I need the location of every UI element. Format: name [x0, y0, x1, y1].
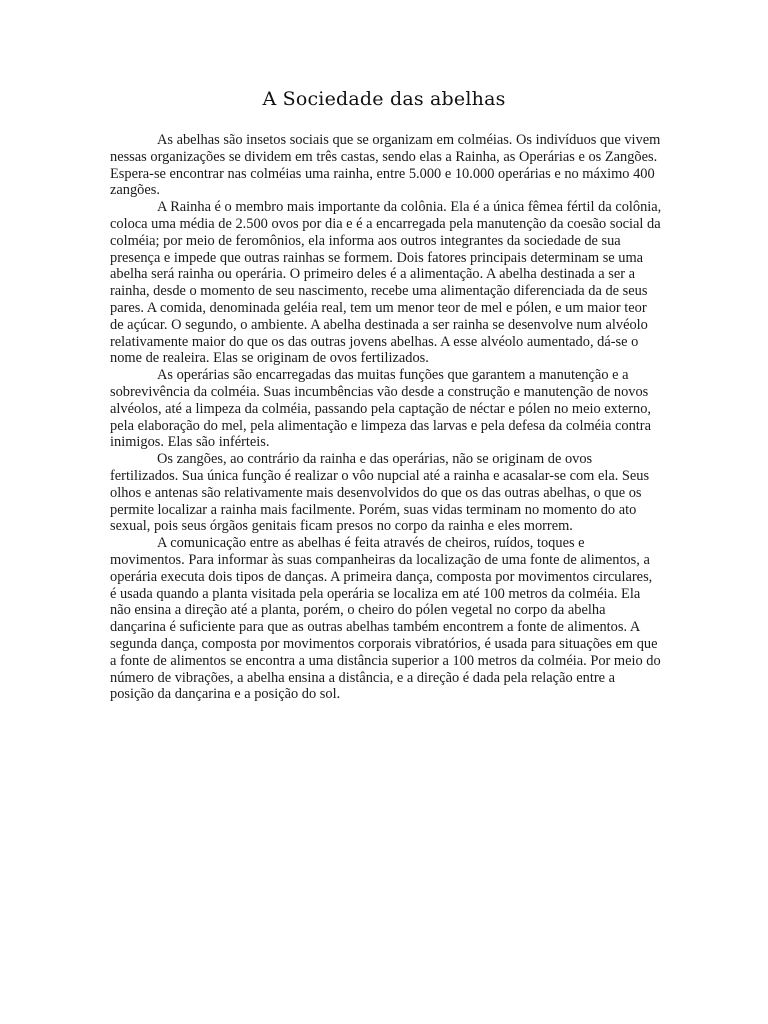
- paragraph-operarias: As operárias são encarregadas das muitas funções que garantem a manutenção e a sobrevivência da colméia. Suas incumbências vão desde a construção e manutenção de novos alvéolos, até a limpeza da colméia, passando pela captação de néctar e pólen no meio externo, pela elaboração do mel, pela alimentação e limpeza das larvas e pela defesa da colméia contra inimigos. Elas são inférteis.: [110, 367, 652, 451]
- paragraph-rainha: A Rainha é o membro mais importante da colônia. Ela é a única fêmea fértil da colônia, coloca uma média de 2.500 ovos por dia e é a encarregada pela manutenção da coesão social da colméia; por meio de feromônios, ela informa aos outros integrantes da sociedade de sua presença e impede que outras rainhas se formem. Dois fatores principais determinam se uma abelha será rainha ou operária. O primeiro deles é a alimentação. A abelha destinada a ser a rainha, desde o momento de seu nascimento, recebe uma alimentação diferenciada da de seus pares. A comida, denominada geléia real, tem um menor teor de mel e pólen, e um maior teor de açúcar. O segundo, o ambiente. A abelha destinada a ser rainha se desenvolve num alvéolo relativamente maior do que os das outras jovens abelhas. A esse alvéolo aumentado, dá-se o nome de realeira. Elas se originam de ovos fertilizados.: [110, 199, 662, 367]
- document-body: [110, 132, 662, 703]
- paragraph-zangoes: Os zangões, ao contrário da rainha e das operárias, não se originam de ovos fertilizados. Sua única função é realizar o vôo nupcial até a rainha e acasalar-se com ela. Seus olhos e antenas são relativamente mais desenvolvidos do que os das outras abelhas, o que os permite localizar a rainha mais facilmente. Porém, suas vidas terminam no momento do ato sexual, pois seus órgãos genitais ficam presos no corpo da rainha e eles morrem.: [110, 451, 650, 535]
- paragraph-intro: As abelhas são insetos sociais que se organizam em colméias. Os indivíduos que vivem nessas organizações se dividem em três castas, sendo elas a Rainha, as Operárias e os Zangões. Espera-se encontrar nas colméias uma rainha, entre 5.000 e 10.000 operárias e no máximo 400 zangões.: [110, 132, 661, 199]
- paragraph-comunicacao: A comunicação entre as abelhas é feita através de cheiros, ruídos, toques e movimentos. Para informar às suas companheiras da localização de uma fonte de alimentos, a operária executa dois tipos de danças. A primeira dança, composta por movimentos circulares, é usada quando a planta visitada pela operária se localiza em até 100 metros da colméia. Ela não ensina a direção até a planta, porém, o cheiro do pólen vegetal no corpo da abelha dançarina é suficiente para que as outras abelhas também encontrem a fonte de alimentos. A segunda dança, composta por movimentos corporais vibratórios, é usada para situações em que a fonte de alimentos se encontra a uma distância superior a 100 metros da colméia. Por meio do número de vibrações, a abelha ensina a distância, e a direção é dada pela relação entre a posição da dançarina e a posição do sol.: [110, 535, 661, 703]
- document-title: A Sociedade das abelhas: [262, 88, 506, 110]
